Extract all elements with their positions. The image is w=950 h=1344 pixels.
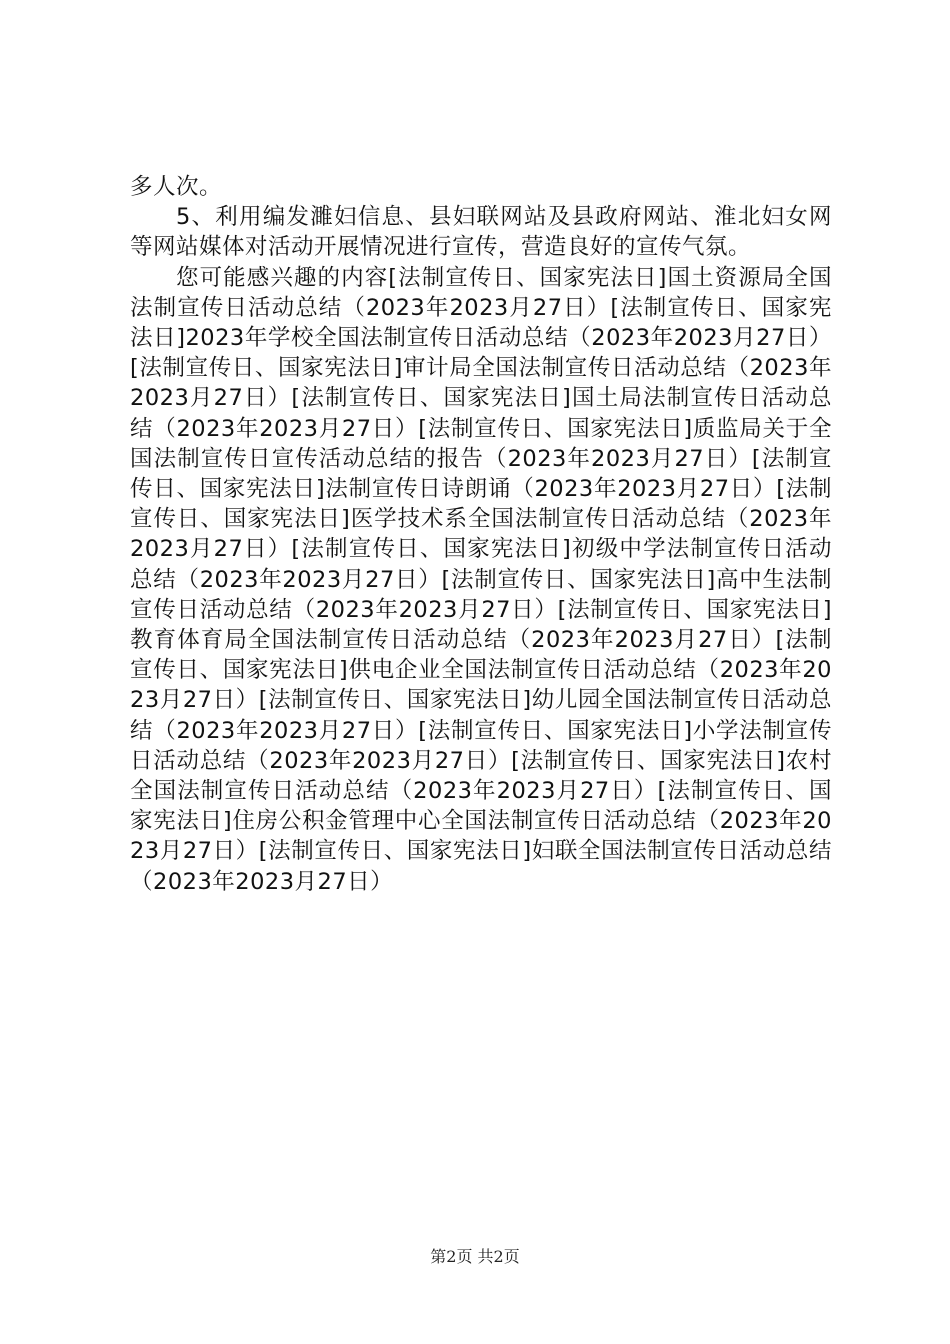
paragraph-continuation: 多人次。	[130, 174, 223, 200]
paragraph-item-5: 5、利用编发濉妇信息、县妇联网站及县政府网站、淮北妇女网等网站媒体对活动开展情况进行宣传，营造良好的宣传气氛。	[130, 204, 832, 261]
page-footer: 第2页 共2页	[430, 1247, 520, 1266]
document-body	[130, 172, 832, 897]
paragraph-related-content: 您可能感兴趣的内容[法制宣传日、国家宪法日]国土资源局全国法制宣传日活动总结（2023年2023月27日）[法制宣传日、国家宪法日]2023年学校全国法制宣传日活动总结（2023年2023月27日）[法制宣传日、国家宪法日]审计局全国法制宣传日活动总结（2023年2023月27日）[法制宣传日、国家宪法日]国土局法制宣传日活动总结（2023年2023月27日）[法制宣传日、国家宪法日]质监局关于全国法制宣传日宣传活动总结的报告（2023年2023月27日）[法制宣传日、国家宪法日]法制宣传日诗朗诵（2023年2023月27日）[法制宣传日、国家宪法日]医学技术系全国法制宣传日活动总结（2023年2023月27日）[法制宣传日、国家宪法日]初级中学法制宣传日活动总结（2023年2023月27日）[法制宣传日、国家宪法日]高中生法制宣传日活动总结（2023年2023月27日）[法制宣传日、国家宪法日]教育体育局全国法制宣传日活动总结（2023年2023月27日）[法制宣传日、国家宪法日]供电企业全国法制宣传日活动总结（2023年2023月27日）[法制宣传日、国家宪法日]幼儿园全国法制宣传日活动总结（2023年2023月27日）[法制宣传日、国家宪法日]小学法制宣传日活动总结（2023年2023月27日）[法制宣传日、国家宪法日]农村全国法制宣传日活动总结（2023年2023月27日）[法制宣传日、国家宪法日]住房公积金管理中心全国法制宣传日活动总结（2023年2023月27日）[法制宣传日、国家宪法日]妇联全国法制宣传日活动总结（2023年2023月27日）	[130, 264, 832, 895]
